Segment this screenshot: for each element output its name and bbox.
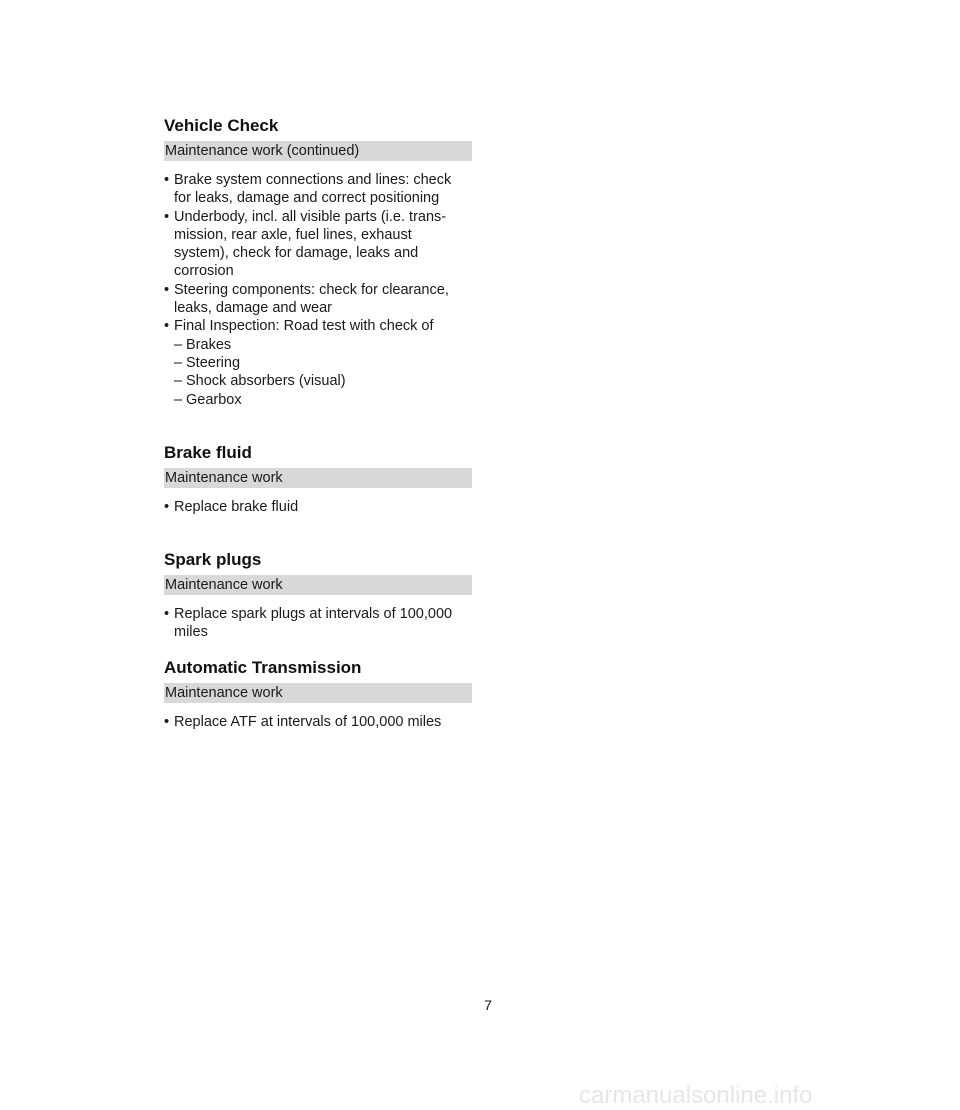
- item-line: Brake system connections and lines: check: [174, 172, 452, 188]
- item-line: Replace spark plugs at intervals of 100,000: [174, 606, 453, 622]
- list-item: [164, 498, 472, 516]
- section-title: Spark plugs: [164, 550, 262, 569]
- section-spark-plugs: [164, 549, 472, 642]
- item-line: system), check for damage, leaks and: [174, 245, 419, 262]
- bullet: •: [164, 499, 170, 515]
- item-line: Replace brake fluid: [174, 499, 299, 515]
- section-bar: Maintenance work (continued): [164, 141, 472, 161]
- sub-item-text: Brakes: [186, 336, 232, 353]
- item-list: [164, 171, 472, 409]
- item-line: Steering components: check for clearance,: [174, 281, 449, 298]
- item-line: Underbody, incl. all visible parts (i.e. trans-: [174, 208, 447, 225]
- dash: –: [174, 354, 183, 371]
- sub-list-item: [174, 354, 472, 372]
- sub-list-item: [174, 391, 472, 409]
- list-item: [164, 317, 472, 408]
- section-bar: Maintenance work: [164, 575, 472, 595]
- list-item: [164, 605, 472, 642]
- item-line: miles: [174, 624, 208, 641]
- sub-list: [174, 336, 472, 409]
- item-line: corrosion: [174, 263, 234, 280]
- section-title: Vehicle Check: [164, 116, 279, 135]
- section-title: Brake fluid: [164, 443, 252, 462]
- bullet: •: [164, 172, 170, 188]
- dash: –: [174, 373, 183, 390]
- item-line: Final Inspection: Road test with check of: [174, 318, 434, 335]
- item-line: mission, rear axle, fuel lines, exhaust: [174, 226, 412, 243]
- item-list: [164, 498, 472, 516]
- section-bar: Maintenance work: [164, 468, 472, 488]
- sub-list-item: [174, 372, 472, 390]
- item-list: [164, 605, 472, 642]
- dash: –: [174, 336, 183, 353]
- item-list: [164, 713, 472, 731]
- bullet: •: [164, 281, 170, 298]
- sub-list-item: [174, 336, 472, 354]
- list-item: [164, 713, 472, 731]
- watermark: carmanualsonline.info: [579, 1082, 813, 1109]
- list-item: [164, 281, 472, 318]
- section-bar: Maintenance work: [164, 683, 472, 703]
- item-line: leaks, damage and wear: [174, 300, 332, 317]
- item-line: Replace ATF at intervals of 100,000 miles: [174, 714, 442, 730]
- list-item: [164, 171, 472, 208]
- list-item: [164, 208, 472, 281]
- bullet: •: [164, 714, 170, 730]
- page-number: 7: [484, 997, 492, 1013]
- section-brake-fluid: [164, 442, 472, 516]
- item-line: for leaks, damage and correct positioning: [174, 190, 440, 207]
- section-automatic-transmission: [164, 657, 472, 731]
- dash: –: [174, 391, 183, 408]
- section-title: Automatic Transmission: [164, 658, 362, 677]
- sub-item-text: Shock absorbers (visual): [186, 373, 346, 390]
- bullet: •: [164, 606, 170, 622]
- bullet: •: [164, 318, 170, 335]
- sub-item-text: Gearbox: [186, 391, 242, 408]
- bullet: •: [164, 208, 170, 225]
- section-vehicle-check: [164, 115, 472, 409]
- sub-item-text: Steering: [186, 354, 241, 371]
